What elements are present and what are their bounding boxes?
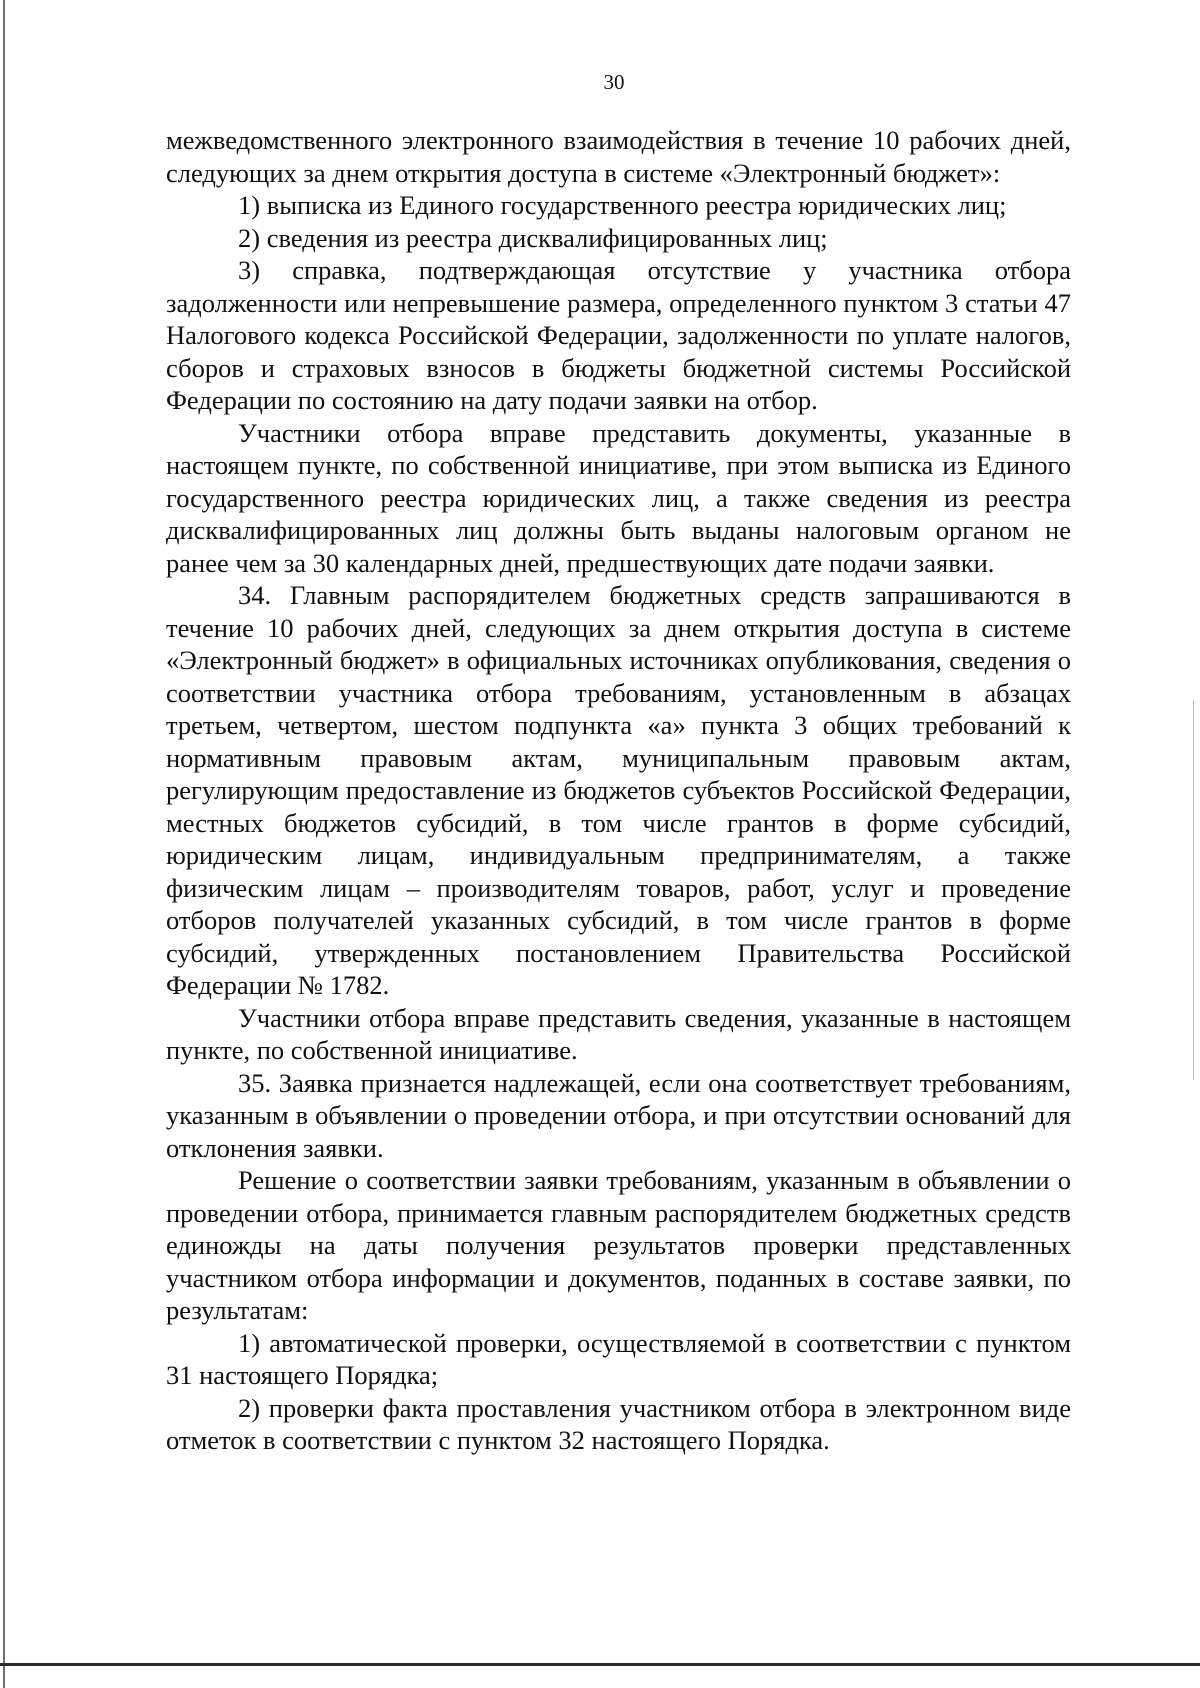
list-item: 3) справка, подтверждающая отсутствие у участника отбора задолженности или непревышение размера, определенного пунктом 3 статьи 47 Налогового кодекса Российской Федерации, задолженности по уплате налогов, сборов и страховых взносов в бюджеты бюджетной системы Российской Федерации по состоянию на дату подачи заявки на отбор. bbox=[166, 255, 1071, 415]
list-item: 2) проверки факта проставления участником отбора в электронном виде отметок в соответствии с пунктом 32 настоящего Порядка. bbox=[166, 1392, 1071, 1455]
list-item: 1) автоматической проверки, осуществляемой в соответствии с пунктом 31 настоящего Порядка; bbox=[166, 1327, 1071, 1390]
page-number: 30 bbox=[603, 70, 625, 94]
document-body bbox=[166, 124, 1071, 1457]
paragraph: Участники отбора вправе представить сведения, указанные в настоящем пункте, по собственной инициативе. bbox=[166, 1002, 1071, 1065]
list-item: 1) выписка из Единого государственного реестра юридических лиц; bbox=[238, 190, 1007, 220]
scan-edge-bottom bbox=[0, 1663, 1200, 1666]
list-item: 2) сведения из реестра дисквалифицированных лиц; bbox=[238, 222, 828, 253]
scan-edge-right bbox=[1193, 700, 1194, 1080]
paragraph: Участники отбора вправе представить документы, указанные в настоящем пункте, по собственной инициативе, при этом выписка из Единого государственного реестра юридических лиц, а также сведения из реестра дисквалифицированных лиц должны быть выданы налоговым органом не ранее чем за 30 календарных дней, предшествующих дате подачи заявки. bbox=[166, 417, 1071, 578]
paragraph: межведомственного электронного взаимодействия в течение 10 рабочих дней, следующих за днем открытия доступа в системе «Электронный бюджет»: bbox=[166, 125, 1071, 188]
scan-edge-left bbox=[3, 0, 5, 1688]
clause-35: 35. Заявка признается надлежащей, если она соответствует требованиям, указанным в объявлении о проведении отбора, и при отсутствии оснований для отклонения заявки. bbox=[166, 1067, 1071, 1163]
paragraph: Решение о соответствии заявки требованиям, указанным в объявлении о проведении отбора, принимается главным распорядителем бюджетных средств единожды на даты получения результатов проверки представленных участником отбора информации и документов, поданных в составе заявки, по результатам: bbox=[166, 1165, 1071, 1325]
clause-34: 34. Главным распорядителем бюджетных средств запрашиваются в течение 10 рабочих дней, следующих за днем открытия доступа в системе «Электронный бюджет» в официальных источниках опубликования, сведения о соответствии участника отбора требованиям, установленным в абзацах третьем, четвертом, шестом подпункта «а» пункта 3 общих требований к нормативным правовым актам, муниципальным правовым актам, регулирующим предоставление из бюджетов субъектов Российской Федерации, местных бюджетов субсидий, в том числе грантов в форме субсидий, юридическим лицам, индивидуальным предпринимателям, а также физическим лицам – производителям товаров, работ, услуг и проведение отборов получателей указанных субсидий, в том числе грантов в форме субсидий, утвержденных постановлением Правительства Российской Федерации № 1782. bbox=[166, 580, 1071, 1000]
